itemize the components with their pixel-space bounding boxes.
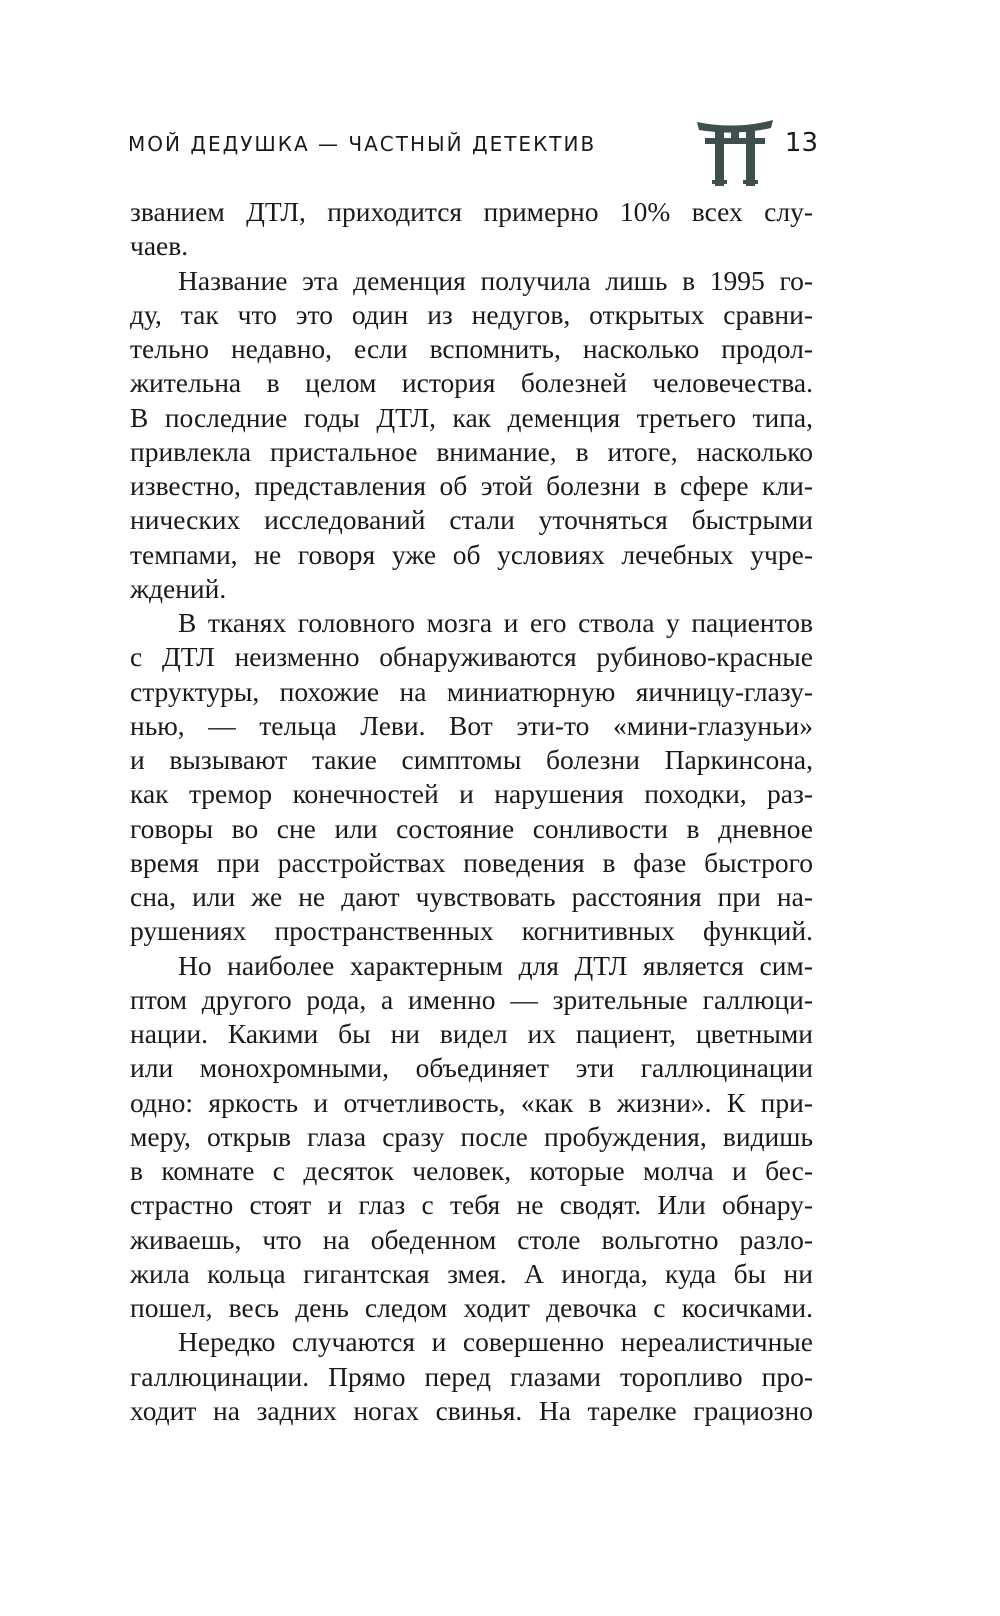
text-line: в комнате с десяток человек, которые молча и бес- bbox=[130, 1155, 813, 1186]
text-line: чаев. bbox=[130, 230, 189, 262]
text-line: структуры, похожие на миниатюрную яичницу-глазу- bbox=[130, 675, 813, 707]
text-line: и вызывают такие симптомы болезни Паркинсона, bbox=[130, 744, 813, 775]
text-line: ждений. bbox=[130, 572, 227, 604]
body-text bbox=[130, 195, 813, 1428]
text-line: жительна в целом история болезней человечества. bbox=[130, 367, 813, 399]
text-line: привлекла пристальное внимание, в итоге, насколько bbox=[130, 435, 813, 467]
text-line: Название эта деменция получила лишь в 1995 го- bbox=[178, 264, 813, 296]
text-line: нических исследований стали уточняться быстрыми bbox=[130, 504, 813, 536]
text-line: известно, представления об этой болезни в сфере кли- bbox=[130, 470, 813, 501]
text-line: Но наиболее характерным для ДТЛ является сим- bbox=[178, 949, 813, 981]
text-line: темпами, не говоря уже об условиях лечебных учре- bbox=[130, 538, 813, 570]
text-line: живаешь, что на обеденном столе вольготно разло- bbox=[130, 1223, 813, 1255]
text-line: меру, открыв глаза сразу после пробуждения, видишь bbox=[130, 1120, 813, 1152]
text-line: рушениях пространственных когнитивных функций. bbox=[130, 915, 813, 947]
text-line: галлюцинации. Прямо перед глазами торопливо про- bbox=[130, 1360, 813, 1392]
running-head bbox=[128, 128, 818, 178]
text-line: птом другого рода, а именно — зрительные галлюци- bbox=[130, 983, 813, 1015]
text-line: В последние годы ДТЛ, как деменция третьего типа, bbox=[130, 401, 813, 433]
text-line: страстно стоят и глаз с тебя не сводят. Или обнару- bbox=[130, 1189, 813, 1221]
page-number: 13 bbox=[784, 128, 818, 158]
text-line: пошел, весь день следом ходит девочка с косичками. bbox=[130, 1292, 813, 1323]
text-line: нации. Какими бы ни видел их пациент, цветными bbox=[130, 1018, 813, 1049]
book-title: МОЙ ДЕДУШКА — ЧАСТНЫЙ ДЕТЕКТИВ bbox=[128, 132, 597, 156]
text-line: В тканях головного мозга и его ствола у пациентов bbox=[178, 607, 813, 638]
text-line: жила кольца гигантская змея. А иногда, куда бы ни bbox=[130, 1257, 813, 1289]
text-line: говоры во сне или состояние сонливости в дневное bbox=[130, 812, 813, 844]
text-line: как тремор конечностей и нарушения походки, раз- bbox=[130, 778, 813, 810]
text-line: нью, — тельца Леви. Вот эти-то «мини-глазуньи» bbox=[130, 709, 813, 741]
text-line: или монохромными, объединяет эти галлюцинации bbox=[130, 1052, 813, 1084]
text-line: ходит на задних ногах свинья. На тарелке грациозно bbox=[130, 1394, 813, 1426]
text-line: одно: яркость и отчетливость, «как в жизни». К при- bbox=[130, 1086, 813, 1118]
text-line: с ДТЛ неизменно обнаруживаются рубиново-красные bbox=[130, 641, 813, 673]
text-line: сна, или же не дают чувствовать расстояния при на- bbox=[130, 881, 813, 912]
text-line: Нередко случаются и совершенно нереалистичные bbox=[178, 1326, 813, 1358]
text-line: ду, так что это один из недугов, открытых сравни- bbox=[130, 298, 813, 330]
text-line: тельно недавно, если вспомнить, насколько продол- bbox=[130, 333, 813, 364]
text-line: время при расстройствах поведения в фазе быстрого bbox=[130, 846, 813, 878]
torii-icon bbox=[695, 116, 775, 188]
text-line: званием ДТЛ, приходится примерно 10% всех слу- bbox=[130, 196, 813, 227]
